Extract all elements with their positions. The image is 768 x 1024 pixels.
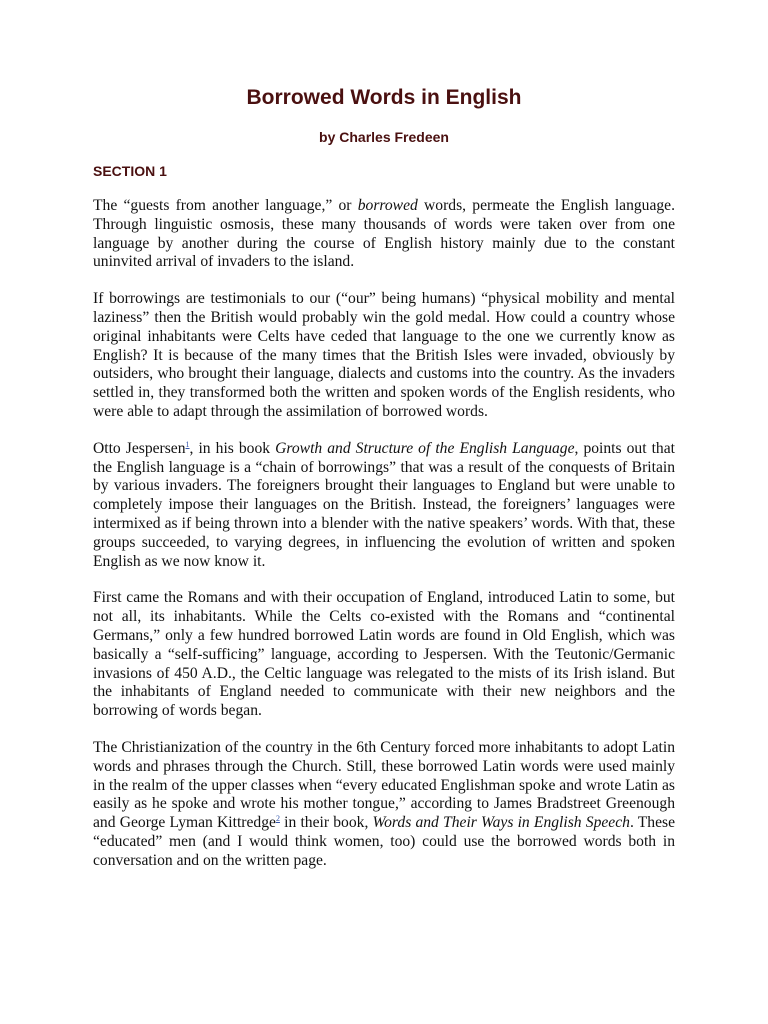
paragraph-5-text-a: The Christianization of the country in the 6th Century forced more inhabitants to adopt Latin words and phrases through the Church. Still, these borrowed Latin words were used mainly in the realm of the upper classes when “every educated Englishman spoke and wrote Latin as easily as he spoke and wrote his mother tongue,” according to James Bradstreet Greenough and George Lyman Kittredge — [93, 738, 675, 832]
paragraph-1-emphasis: borrowed — [357, 197, 418, 214]
paragraph-1-text-a: The “guests from another language,” or — [93, 197, 358, 214]
paragraph-5-text-d: . These “educated” men (and I would think women, too) could use the borrowed words both in conversation and on the written page. — [93, 814, 676, 869]
paragraph-3 — [93, 440, 675, 572]
paragraph-5-text-b: in their book, — [279, 814, 373, 832]
paragraph-1-text-c: words, permeate the English language. Through linguistic osmosis, these many thousands of words were taken over from one language by another during the course of English history mainly due to the constant uninvited arrival of invaders to the island. — [93, 197, 675, 271]
section-heading: SECTION 1 — [93, 163, 167, 179]
paragraph-5 — [93, 739, 675, 871]
footnote-link-2[interactable]: 2 — [275, 813, 280, 823]
body-text — [93, 197, 675, 889]
paragraph-2: If borrowings are testimonials to our (“our” being humans) “physical mobility and mental laziness” then the British would probably win the gold medal. How could a country whose original inhabitants were Celts have ceded that language to the one we currently know as English? It is because of the many times that the British Isles were invaded, obviously by outsiders, who brought their language, dialects and customs into the country. As the invaders settled in, they transformed both the written and spoken words of the English residents, who were able to adapt through the assimilation of borrowed words. — [93, 290, 675, 420]
paragraph-3-text-a: Otto Jespersen — [93, 439, 186, 457]
paragraph-3-text-d: , points out that the English language is a “chain of borrowings” that was a result of the conquests of Britain by various invaders. The foreigners brought their languages to England but were unable to completely impose their languages on the British. Instead, the foreigners’ languages were intermixed as if being thrown into a blender with the native speakers’ words. With that, these groups succeeded, to varying degrees, in influencing the evolution of written and spoken English as we now know it. — [93, 439, 675, 570]
paragraph-4: First came the Romans and with their occupation of England, introduced Latin to some, but not all, its inhabitants. While the Celts co-existed with the Romans and “continental Germans,” only a few hundred borrowed Latin words are found in Old English, which was basically a “self-sufficing” language, according to Jespersen. With the Teutonic/Germanic invasions of 450 A.D., the Celtic language was relegated to the mists of its Irish island. But the inhabitants of England needed to communicate with their new neighbors and the borrowing of words began. — [93, 589, 675, 720]
paragraph-3-text-b: , in his book — [189, 439, 276, 457]
document-title: Borrowed Words in English — [246, 86, 522, 109]
paragraph-1 — [93, 197, 675, 272]
book-title-words-and-their-ways: Words and Their Ways in English Speech — [372, 814, 630, 832]
book-title-growth-and-structure: Growth and Structure of the English Language — [275, 439, 575, 457]
footnote-link-1[interactable]: 1 — [185, 439, 190, 449]
author-byline: by Charles Fredeen — [319, 129, 449, 145]
